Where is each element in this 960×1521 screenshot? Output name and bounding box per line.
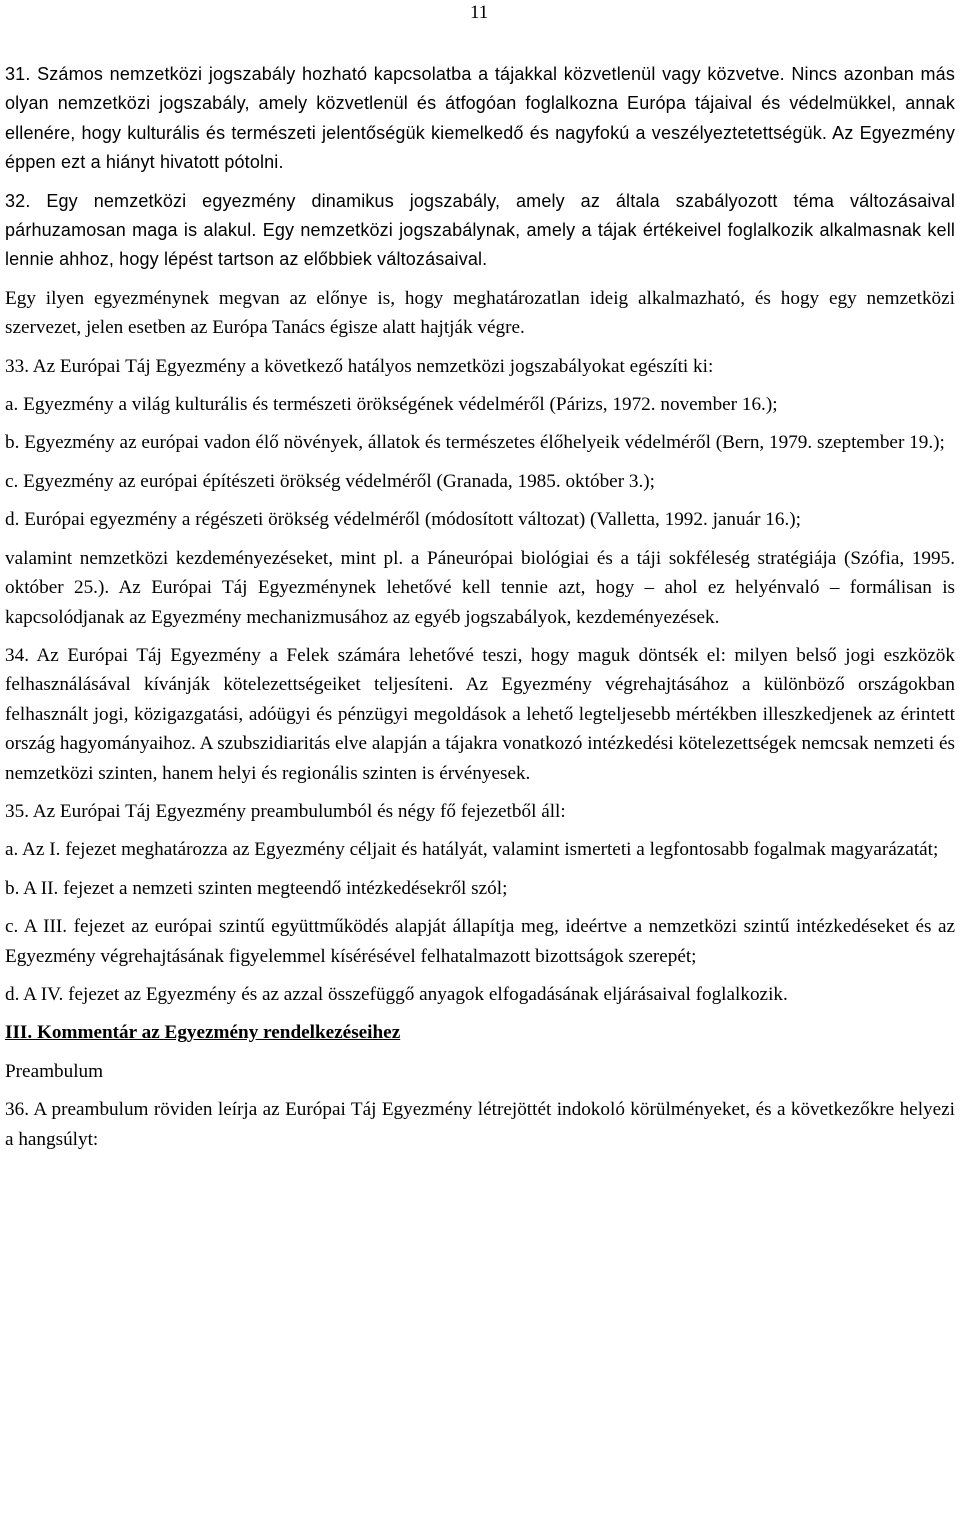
paragraph-32: 32. Egy nemzetközi egyezmény dinamikus jogszabály, amely az általa szabályozott téma változásaival párhuzamosan maga is alakul. Egy nemzetközi jogszabálynak, amely a tájak értékeivel foglalkozik alkalmasnak kell lennie ahhoz, hogy lépést tartson az előbbiek változásaival. (5, 190, 955, 270)
list-item-33a: a. Egyezmény a világ kulturális és természeti örökségének védelméről (Párizs, 1972. november 16.); (5, 394, 778, 416)
document-body (5, 60, 955, 1163)
paragraph-34: 34. Az Európai Táj Egyezmény a Felek számára lehetővé teszi, hogy maguk döntsék el: milyen belső jogi eszközök felhasználásával kívánják kötelezettségeiket teljesíteni. Az Egyezmény végrehajtásához a különböző országokban felhasznált jogi, közigazgatási, adóügyi és pénzügyi megoldások a lehető legteljesebb mértékben illeszkedjenek az érintett ország hagyományaihoz. A szubszidiaritás elve alapján a tájakra vonatkozó intézkedési kötelezettségek nemcsak nemzeti és nemzetközi szinten, hanem helyi és regionális szinten is érvényesek. (5, 644, 955, 784)
paragraph-36: 36. A preambulum röviden leírja az Európai Táj Egyezmény létrejöttét indokoló körülményeket, és a következőkre helyezi a hangsúlyt: (5, 1099, 955, 1150)
list-item-35a: a. Az I. fejezet meghatározza az Egyezmény céljait és hatályát, valamint ismerteti a legfontosabb fogalmak magyarázatát; (5, 839, 939, 861)
list-item-35d: d. A IV. fejezet az Egyezmény és az azzal összefüggő anyagok elfogadásának eljárásaival foglalkozik. (5, 983, 788, 1005)
paragraph-35: 35. Az Európai Táj Egyezmény preambulumból és négy fő fejezetből áll: (5, 800, 566, 822)
paragraph-32-continued: Egy ilyen egyezménynek megvan az előnye is, hogy meghatározatlan ideig alkalmazható, és hogy egy nemzetközi szervezet, jelen esetben az Európa Tanács égisze alatt hajtják végre. (5, 287, 955, 339)
paragraph-31: 31. Számos nemzetközi jogszabály hozható kapcsolatba a tájakkal közvetlenül vagy közvetve. Nincs azonban más olyan nemzetközi jogszabály, amely közvetlenül és átfogóan foglalkozna Európa tájaival és védelmükkel, annak ellenére, hogy kulturális és természeti jelentőségük kiemelkedő és nagyfokú a veszélyeztetettségük. Az Egyezmény éppen ezt a hiányt hivatott pótolni. (5, 64, 955, 173)
list-item-35c: c. A III. fejezet az európai szintű együttműködés alapját állapítja meg, ideértve a nemzetközi szintű intézkedéseket és az Egyezmény végrehajtásának figyelemmel kísérésével felhatalmazott bizottságok szerepét; (5, 916, 955, 967)
list-item-33c: c. Egyezmény az európai építészeti örökség védelméről (Granada, 1985. október 3.); (5, 470, 655, 492)
paragraph-33-continued: valamint nemzetközi kezdeményezéseket, mint pl. a Páneurópai biológiai és a táji sokféleség stratégiája (Szófia, 1995. október 25.). Az Európai Táj Egyezménynek lehetővé kell tennie azt, hogy – ahol ez helyénvaló – formálisan is kapcsolódjanak az Egyezmény mechanizmusához az egyéb jogszabályok, kezdeményezések. (5, 547, 955, 628)
section-heading: III. Kommentár az Egyezmény rendelkezéseihez (5, 1022, 401, 1044)
list-item-33d: d. Európai egyezmény a régészeti örökség védelméről (módosított változat) (Valletta, 1992. január 16.); (5, 509, 802, 531)
list-item-33b: b. Egyezmény az európai vadon élő növények, állatok és természetes élőhelyeik védelméről (Bern, 1979. szeptember 19.); (5, 432, 945, 454)
page-number: 11 (470, 2, 489, 23)
list-item-35b: b. A II. fejezet a nemzeti szinten megteendő intézkedésekről szól; (5, 877, 508, 899)
paragraph-33: 33. Az Európai Táj Egyezmény a következő hatályos nemzetközi jogszabályokat egészíti ki: (5, 355, 714, 377)
subheading-preambulum: Preambulum (5, 1060, 104, 1082)
